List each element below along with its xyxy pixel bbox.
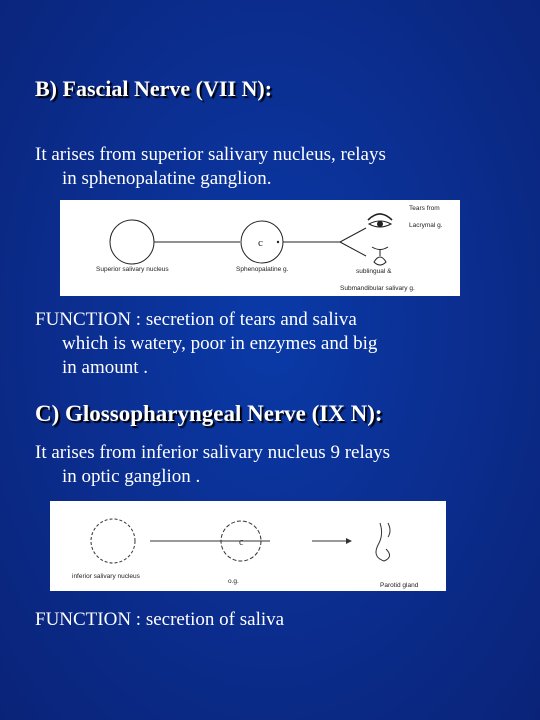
ganglion-dot [277, 241, 279, 243]
label-otic-ganglion: o.g. [228, 578, 239, 585]
section-b-heading: B) Fascial Nerve (VII N): [35, 76, 273, 101]
glossopharyngeal-nerve-pathway-diagram [50, 501, 446, 591]
section-c-function-text [35, 608, 505, 632]
branch-to-salivary [340, 242, 366, 256]
label-sublingual: sublingual & [356, 268, 392, 275]
section-c-function-line1: FUNCTION : secretion of saliva [35, 609, 285, 630]
facial-nerve-pathway-diagram [60, 200, 460, 296]
section-b-origin-line2: in sphenopalatine ganglion. [62, 168, 272, 189]
facial-nerve-diagram-svg [60, 200, 460, 296]
arrow-head [346, 538, 352, 544]
label-superior-salivary-nucleus: Superior salivary nucleus [96, 266, 169, 273]
section-b-function-line1: FUNCTION : secretion of tears and saliva [35, 309, 357, 330]
ganglion-mark-c: c [258, 237, 263, 249]
label-tears: Tears from [409, 205, 440, 212]
label-inferior-salivary-nucleus: inferior salivary nucleus [72, 573, 140, 580]
label-sphenopalatine-ganglion: Sphenopalatine g. [236, 266, 289, 273]
ganglion-mark-c: c [239, 537, 244, 548]
section-c-origin-line2: in optic ganglion . [62, 466, 201, 487]
glossopharyngeal-diagram-svg [50, 501, 446, 591]
label-parotid-gland: Parotid gland [380, 582, 419, 589]
section-b-function-line2: which is watery, poor in enzymes and big [62, 333, 378, 354]
salivary-gland-icon [372, 247, 388, 265]
eye-icon [368, 214, 392, 227]
parotid-gland-icon [376, 523, 390, 561]
section-b-origin-text [35, 143, 505, 191]
section-b-origin-line1: It arises from superior salivary nucleus, relays [35, 144, 386, 165]
section-c-heading: C) Glossopharyngeal Nerve (IX N): [35, 401, 383, 426]
branch-to-lacrimal [340, 228, 366, 242]
label-lacrymal-gland: Lacrymal g. [409, 222, 443, 229]
section-c-origin-text [35, 441, 505, 489]
inferior-salivary-nucleus-circle [91, 519, 135, 563]
label-submandibular: Submandibular salivary g. [340, 285, 415, 292]
section-b-function-text [35, 308, 505, 380]
section-c-origin-line1: It arises from inferior salivary nucleus 9 relays [35, 442, 391, 463]
section-b-function-line3: in amount . [62, 357, 149, 378]
superior-salivary-nucleus-circle [110, 220, 154, 264]
